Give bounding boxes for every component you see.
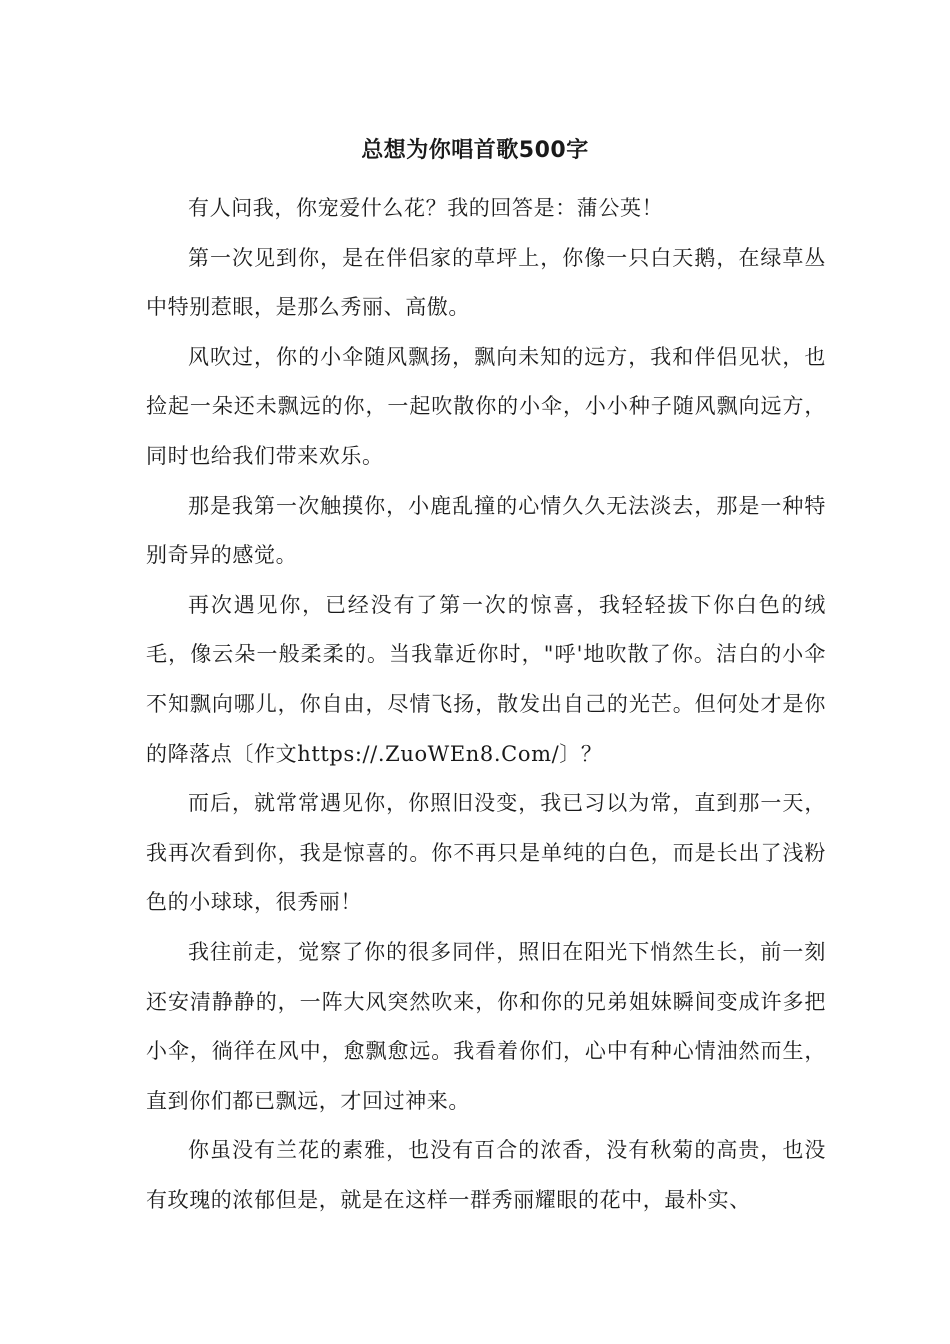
paragraph: 再次遇见你，已经没有了第一次的惊喜，我轻轻拔下你白色的绒毛，像云朵一般柔柔的。当我靠近你时，"呼'地吹散了你。洁白的小伞不知飘向哪儿，你自由，尽情飞扬，散发出自己的光芒。但何处才是你的降落点〔作文https://.ZuoWEn8.Com/〕？: [146, 592, 826, 766]
paragraph: 你虽没有兰花的素雅，也没有百合的浓香，没有秋菊的高贵，也没有玫瑰的浓郁但是，就是在这样一群秀丽耀眼的花中，最朴实、: [146, 1138, 826, 1212]
paragraph: 而后，就常常遇见你，你照旧没变，我已习以为常，直到那一天，我再次看到你，我是惊喜的。你不再只是单纯的白色，而是长出了浅粉色的小球球，很秀丽！: [146, 791, 826, 915]
paragraph: 有人问我，你宠爱什么花？我的回答是：蒲公英！: [188, 196, 664, 220]
document-title: 总想为你唱首歌500字: [361, 138, 589, 163]
paragraph: 风吹过，你的小伞随风飘扬，飘向未知的远方，我和伴侣见状，也捡起一朵还未飘远的你，一起吹散你的小伞，小小种子随风飘向远方，同时也给我们带来欢乐。: [146, 344, 826, 468]
paragraph: 我往前走，觉察了你的很多同伴，照旧在阳光下悄然生长，前一刻还安清静静的，一阵大风突然吹来，你和你的兄弟姐妹瞬间变成许多把小伞，徜徉在风中，愈飘愈远。我看着你们，心中有种心情油然而生，直到你们都已飘远，才回过神来。: [146, 939, 826, 1113]
paragraph: 那是我第一次触摸你，小鹿乱撞的心情久久无法淡去，那是一种特别奇异的感觉。: [146, 493, 826, 568]
document-body: [146, 184, 826, 1225]
paragraph: 第一次见到你，是在伴侣家的草坪上，你像一只白天鹅，在绿草丛中特别惹眼，是那么秀丽、高傲。: [146, 245, 826, 320]
